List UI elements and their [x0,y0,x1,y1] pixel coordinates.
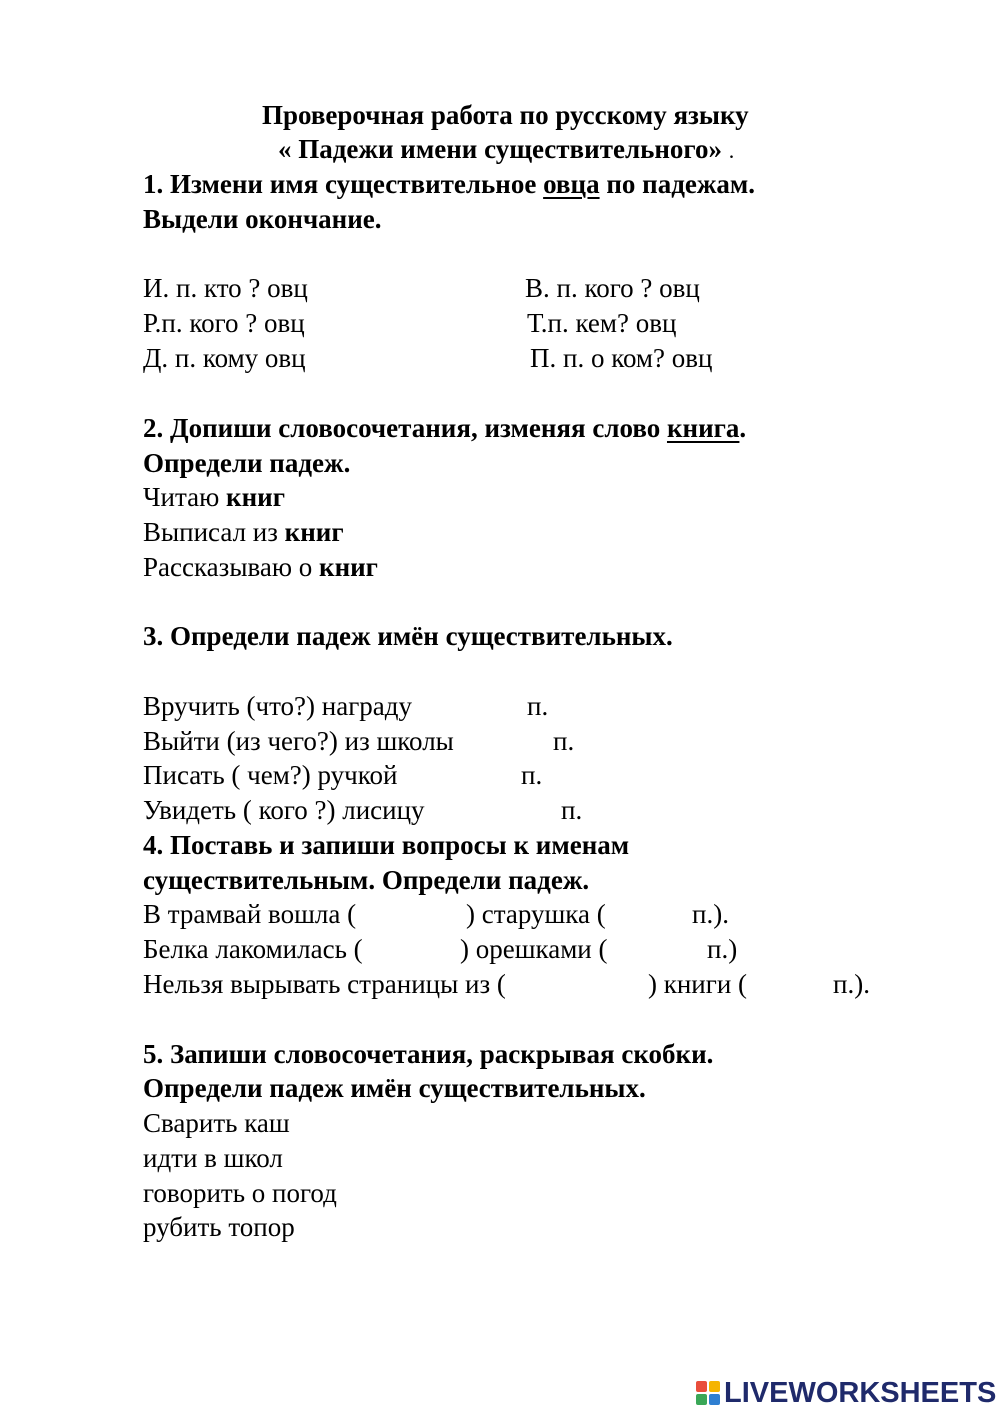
task4-row-1-c: п.) [707,934,738,964]
task2-item-word: книг [226,482,285,512]
task3-item-0: Вручить (что?) награду [143,691,413,721]
task2-item-word: книг [284,517,344,547]
task5-item-3: рубить топор [143,1212,295,1242]
task4-row-2-c: п.). [833,969,870,999]
task1-text-start: 1. Измени имя существительное [143,169,544,199]
logo-squares-icon [696,1381,720,1405]
task4-row-0-a: В трамвай вошла ( [143,899,357,929]
logo-square [709,1381,720,1392]
task4-row-2-a: Нельзя вырывать страницы из ( [143,969,506,999]
task2-item-text: Выписал из [143,517,285,547]
task3-item-2: Писать ( чем?) ручкой [143,760,398,790]
logo-square [709,1394,720,1405]
task3-heading: 3. Определи падеж имён существительных. [143,621,673,651]
task4-heading: 4. Поставь и запиши вопросы к именам [143,830,630,860]
task1-left-2: Д. п. кому овц [143,343,306,373]
task5-subheading: Определи падеж имён существительных. [143,1073,646,1103]
task2-item [143,550,378,584]
task1-word: овца [543,169,600,199]
page-title: Проверочная работа по русскому языку [262,100,749,130]
task2-text-start: 2. Допиши словосочетания, изменяя слово [143,413,667,443]
task1-left-0: И. п. кто ? овц [143,273,308,303]
logo-text: LIVEWORKSHEETS [724,1376,997,1409]
task2-item [143,515,344,549]
task5-item-0: Сварить каш [143,1108,290,1138]
task3-case-3: п. [561,795,583,825]
task2-text-end: . [739,413,747,443]
task5-item-1: идти в школ [143,1143,283,1173]
logo-square [696,1381,707,1392]
task1-text-end: по падежам. [599,169,756,199]
task3-item-3: Увидеть ( кого ?) лисицу [143,795,425,825]
task3-case-0: п. [527,691,549,721]
task2-item-text: Рассказываю о [143,552,320,582]
task5-heading [143,1037,713,1071]
task1-left-1: Р.п. кого ? овц [143,308,305,338]
task2-subheading: Определи падеж. [143,448,351,478]
subtitle-dot: . [728,138,735,163]
task3-case-1: п. [553,726,575,756]
task2-item-word: книг [319,552,378,582]
task4-row-1-a: Белка лакомилась ( [143,934,363,964]
task1-heading [143,167,755,201]
task5-item-2: говорить о погод [143,1178,337,1208]
task5-number: 5 [143,1039,157,1069]
task2-heading [143,411,746,445]
task2-item-text: Читаю [143,482,227,512]
task4-row-2-b: ) книги ( [648,969,748,999]
subtitle-text: « Падежи имени существительного» [278,134,723,164]
task1-subheading: Выдели окончание. [143,204,382,234]
task4-row-1-b: ) орешками ( [460,934,608,964]
liveworksheets-logo [696,1376,996,1410]
page-subtitle [278,132,734,168]
logo-square [696,1394,707,1405]
task2-word: книга [666,413,740,443]
task3-item-1: Выйти (из чего?) из школы [143,726,454,756]
task1-right-0: В. п. кого ? овц [525,273,700,303]
task4-row-0-b: ) старушка ( [466,899,606,929]
task4-row-0-c: п.). [692,899,729,929]
task1-right-2: П. п. о ком? овц [530,343,713,373]
task4-subheading: существительным. Определи падеж. [143,865,590,895]
task3-case-2: п. [521,760,543,790]
task5-text: . Запиши словосочетания, раскрывая скобки. [156,1039,714,1069]
task2-item [143,480,285,514]
task1-right-1: Т.п. кем? овц [527,308,677,338]
